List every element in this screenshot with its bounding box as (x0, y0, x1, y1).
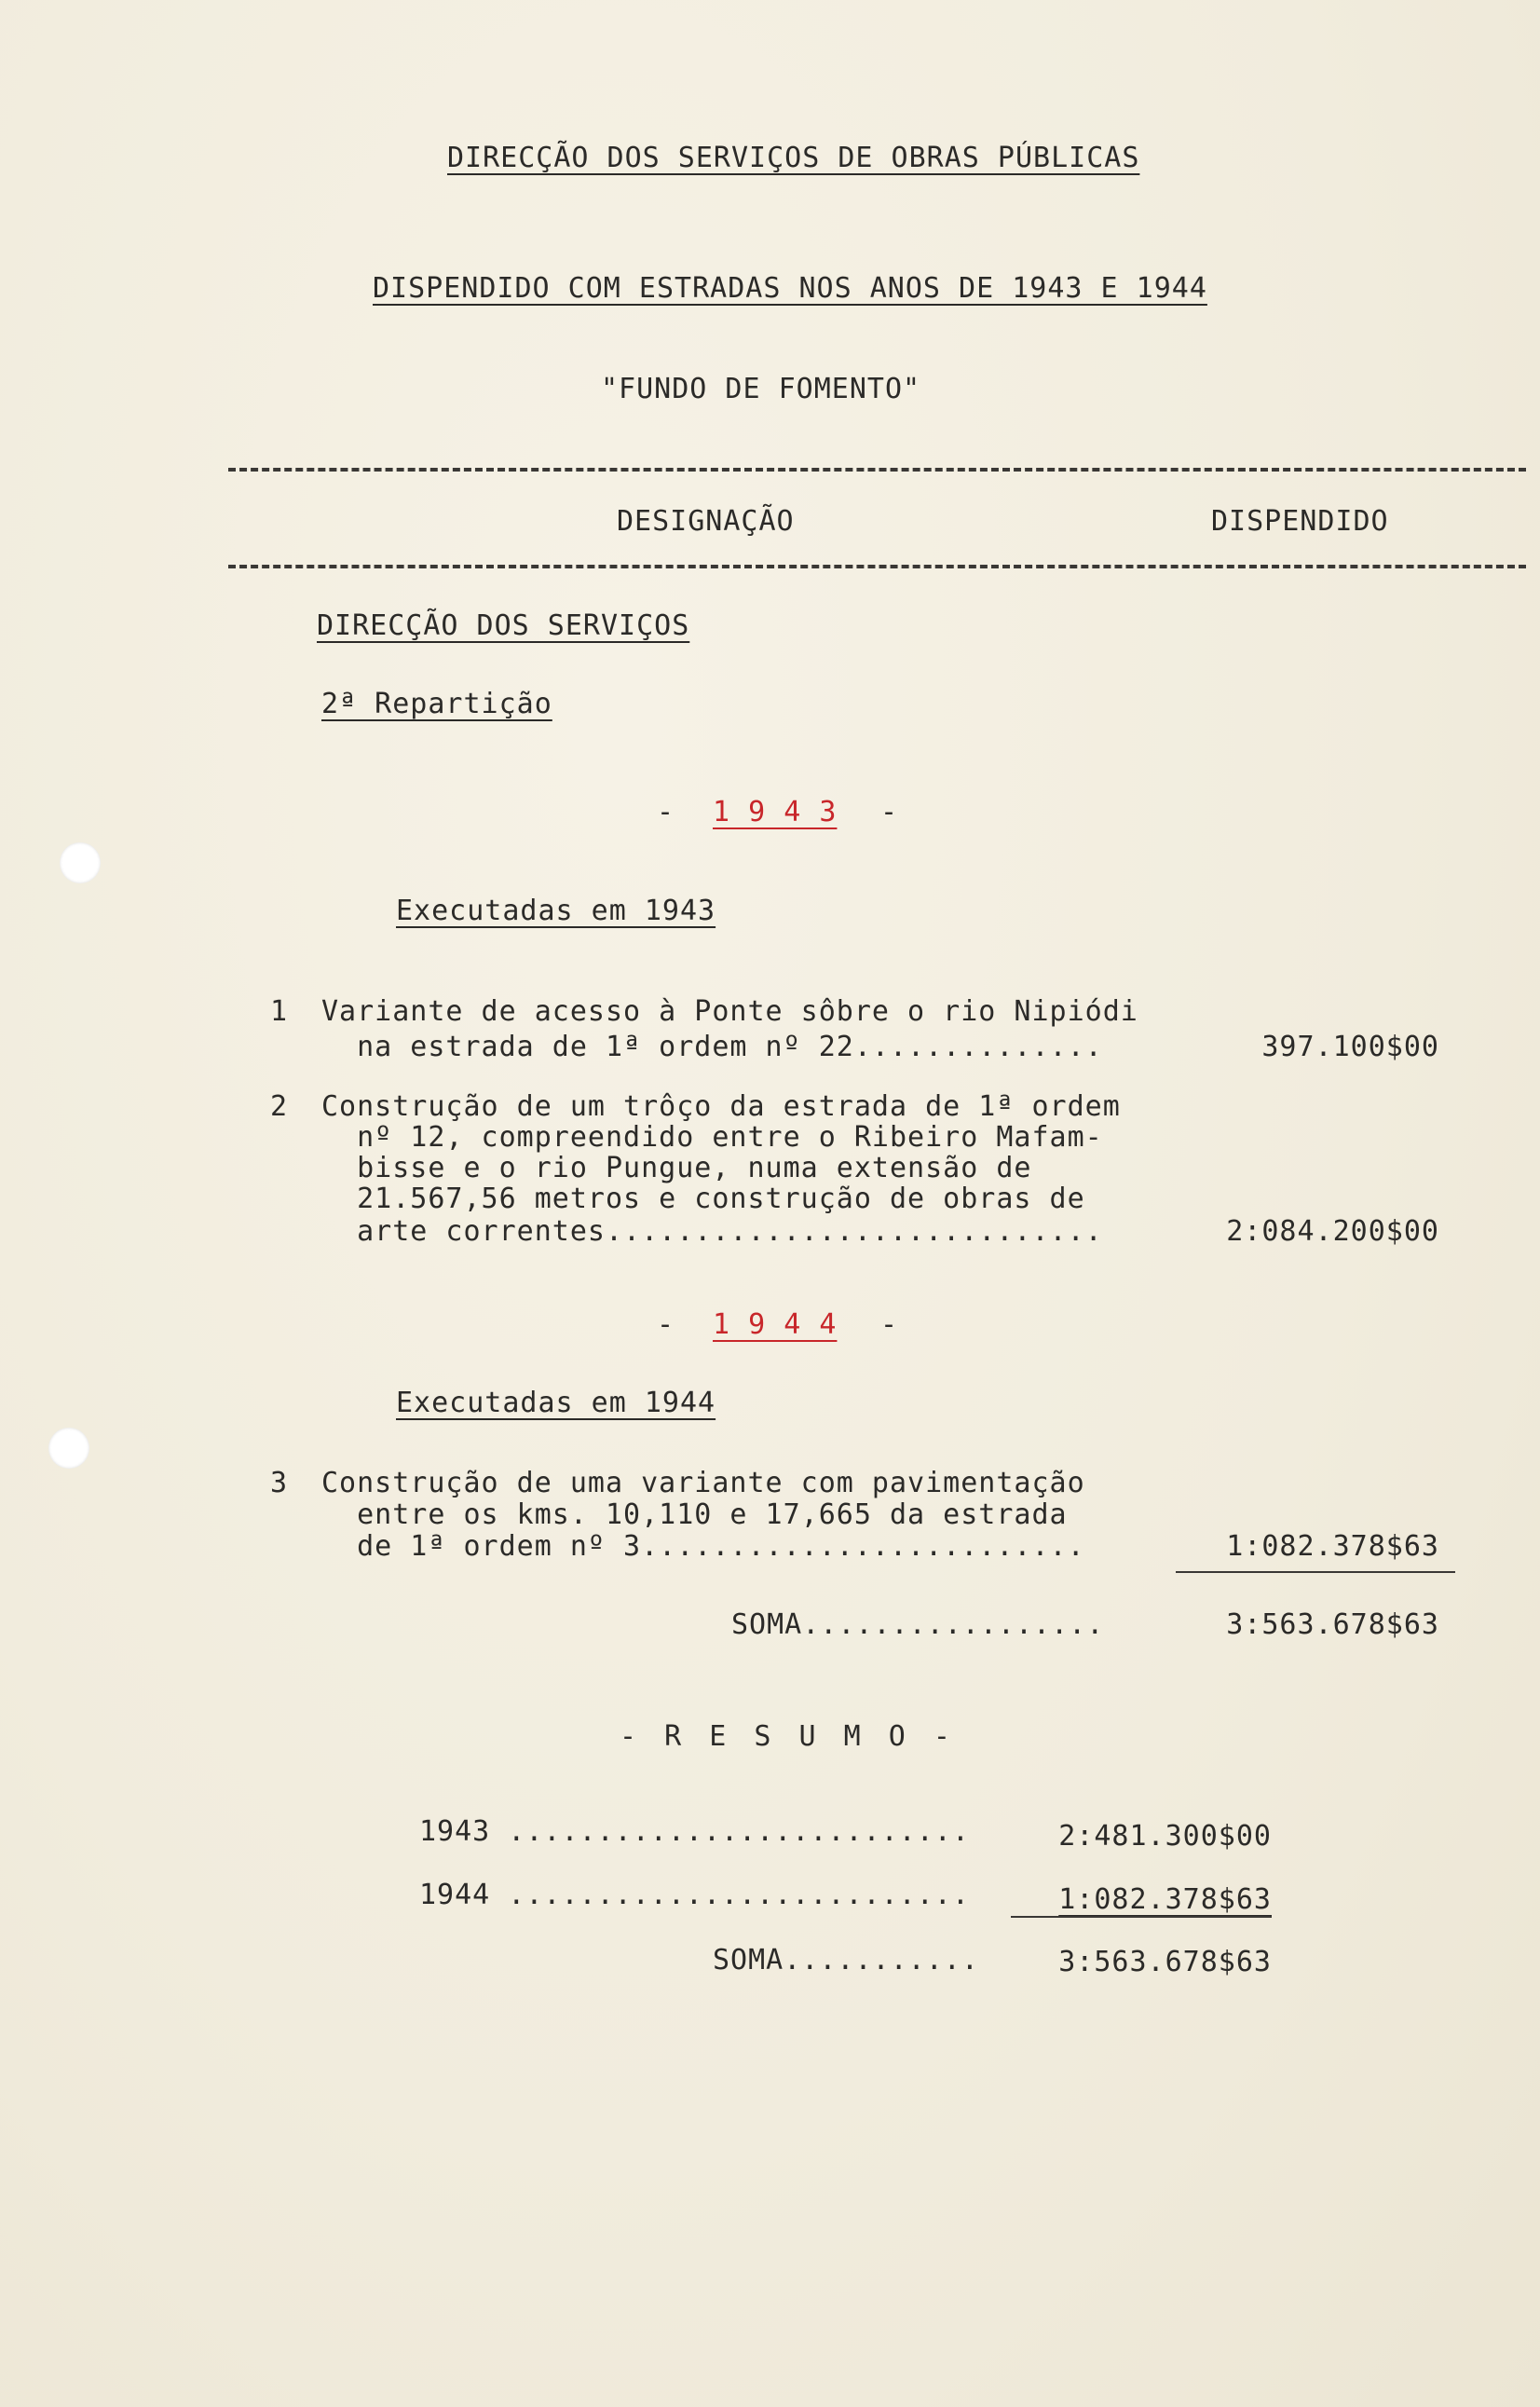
subsection-title: 2ª Repartição (321, 688, 552, 720)
item-3-line-1: Construção de uma variante com pavimentação (321, 1467, 1085, 1499)
item-3-number: 3 (270, 1467, 289, 1499)
soma-amount: 3:563.678$63 (1226, 1608, 1439, 1641)
resumo-total-line (1011, 1916, 1272, 1918)
item-1-line-1: Variante de acesso à Ponte sôbre o rio Nipiódi (321, 995, 1138, 1028)
subtotal-line (1176, 1571, 1455, 1573)
punch-hole-top (60, 842, 101, 883)
department-title: DIRECÇÃO DOS SERVIÇOS DE OBRAS PÚBLICAS (447, 142, 1140, 174)
header-rule-bottom (228, 565, 1526, 568)
resumo-title: - R E S U M O - (620, 1720, 956, 1753)
item-1-amount: 397.100$00 (1261, 1031, 1439, 1063)
year-1944-dash-right: - (880, 1308, 899, 1341)
column-spent: DISPENDIDO (1211, 505, 1389, 538)
item-2-line-4: 21.567,56 metros e construção de obras de (321, 1183, 1085, 1215)
year-1943-dash-left: - (657, 796, 675, 828)
resumo-total-amount: 3:563.678$63 (1058, 1946, 1272, 1978)
item-2-line-1: Construção de um trôço da estrada de 1ª ordem (321, 1090, 1121, 1123)
header-rule-top (228, 468, 1526, 472)
resumo-row-1943-amount: 2:481.300$00 (1058, 1820, 1272, 1853)
fund-title: "FUNDO DE FOMENTO" (601, 373, 921, 405)
column-designation: DESIGNAÇÃO (617, 505, 795, 538)
soma-label: SOMA................. (731, 1608, 1105, 1641)
year-1943-label: 1 9 4 3 (713, 796, 838, 828)
document-subtitle: DISPENDIDO COM ESTRADAS NOS ANOS DE 1943 E 1944 (373, 272, 1207, 305)
executed-1944-heading: Executadas em 1944 (396, 1387, 716, 1419)
punch-hole-bottom (48, 1428, 89, 1469)
year-1943-dash-right: - (880, 796, 899, 828)
resumo-row-1944-label: 1944 .......................... (419, 1879, 970, 1911)
item-3-amount: 1:082.378$63 (1226, 1530, 1439, 1563)
item-2-line-3: bisse e o rio Pungue, numa extensão de (321, 1152, 1032, 1184)
executed-1943-heading: Executadas em 1943 (396, 895, 716, 927)
item-2-line-2: nº 12, compreendido entre o Ribeiro Mafam- (321, 1121, 1103, 1154)
year-1944-dash-left: - (657, 1308, 675, 1341)
item-1-line-2: na estrada de 1ª ordem nº 22.............. (321, 1031, 1103, 1063)
item-2-line-5: arte correntes............................ (321, 1215, 1103, 1248)
year-1944-label: 1 9 4 4 (713, 1308, 838, 1341)
item-3-line-3: de 1ª ordem nº 3......................... (321, 1530, 1085, 1563)
resumo-row-1943-label: 1943 .......................... (419, 1815, 970, 1848)
item-2-number: 2 (270, 1090, 289, 1123)
resumo-total-label: SOMA........... (713, 1944, 979, 1976)
item-1-number: 1 (270, 995, 289, 1028)
item-2-amount: 2:084.200$00 (1226, 1215, 1439, 1248)
item-3-line-2: entre os kms. 10,110 e 17,665 da estrada (321, 1498, 1068, 1531)
section-title: DIRECÇÃO DOS SERVIÇOS (317, 609, 690, 642)
resumo-row-1944-amount: 1:082.378$63 (1058, 1883, 1272, 1916)
